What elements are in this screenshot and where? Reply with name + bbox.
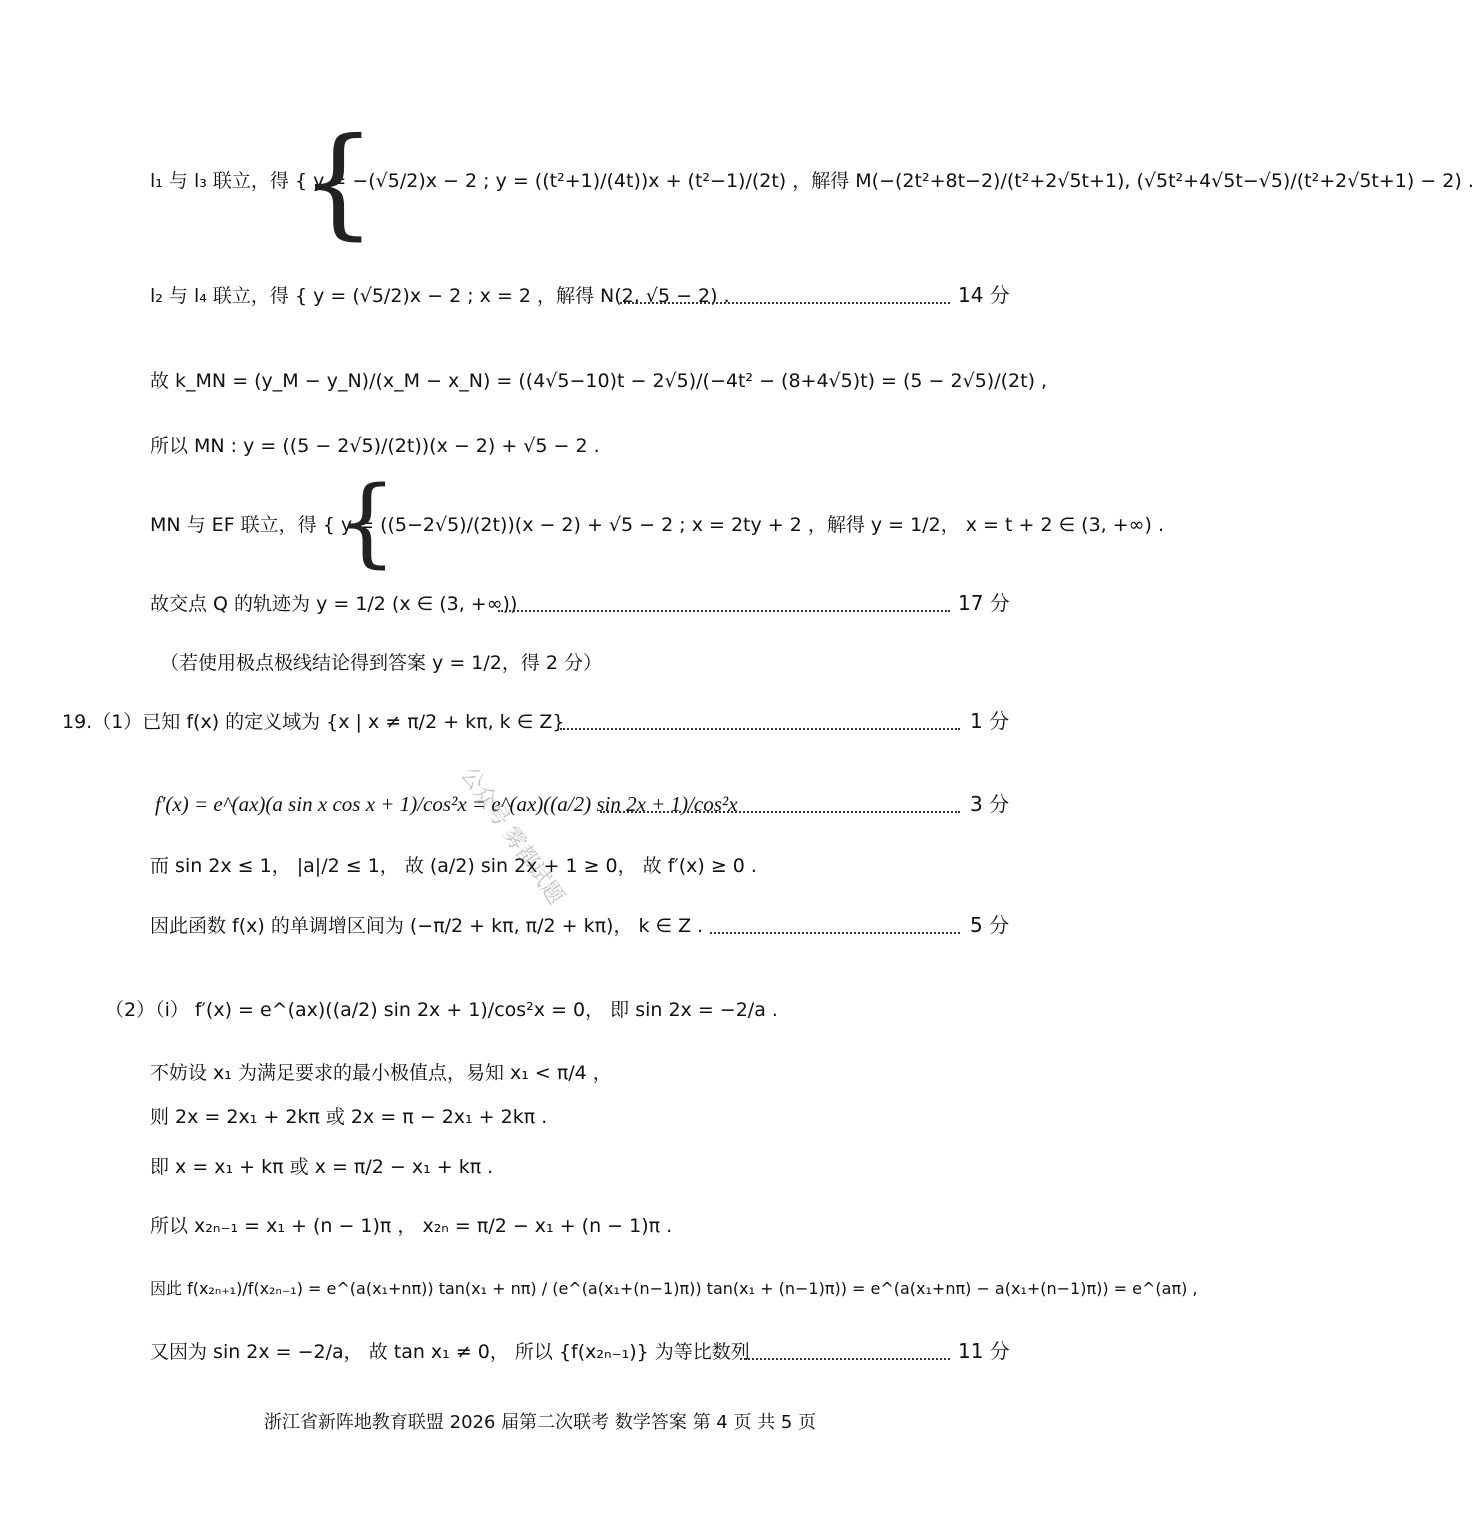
score-leader bbox=[498, 610, 950, 612]
solution-line-geometric bbox=[150, 1339, 750, 1364]
solution-line-increasing bbox=[150, 913, 703, 938]
score-leader bbox=[560, 728, 960, 730]
line-text: 故交点 Q 的轨迹为 y = 1/2 (x ∈ (3, +∞)) bbox=[150, 593, 518, 615]
line-text: 故 k_MN = (y_M − y_N)/(x_M − x_N) = ((4√5−10)t − 2√5)/(−4t² − (8+4√5)t) = (5 − 2√5)/(2t) , bbox=[150, 370, 1048, 392]
score-14: 14 分 bbox=[958, 283, 1010, 307]
score-leader bbox=[740, 1358, 950, 1360]
solution-line-min-extreme bbox=[150, 1060, 612, 1085]
line-text: （若使用极点极线结论得到答案 y = 1/2，得 2 分） bbox=[160, 652, 603, 674]
score-11: 11 分 bbox=[958, 1339, 1010, 1363]
line-text: 则 2x = 2x₁ + 2kπ 或 2x = π − 2x₁ + 2kπ . bbox=[150, 1106, 548, 1128]
solution-line-sequence bbox=[150, 1213, 672, 1238]
system-brace: { bbox=[300, 113, 377, 252]
line-text: 又因为 sin 2x = −2/a， 故 tan x₁ ≠ 0， 所以 {f(x₂ₙ₋₁)} 为等比数列 bbox=[150, 1341, 750, 1363]
solution-line-mn bbox=[150, 433, 600, 458]
solution-line-mn-ef bbox=[150, 512, 1164, 537]
page-footer: 浙江省新阵地教育联盟 2026 届第二次联考 数学答案 第 4 页 共 5 页 bbox=[263, 1412, 817, 1433]
solution-line-kmn bbox=[150, 368, 1047, 393]
solution-line-locus bbox=[150, 591, 517, 616]
solution-line-l2-l4 bbox=[150, 283, 730, 308]
solution-line-sign bbox=[150, 853, 757, 878]
solution-line-x bbox=[150, 1154, 493, 1179]
problem-19-part-2 bbox=[105, 997, 778, 1022]
system-brace: { bbox=[336, 466, 398, 578]
line-text: 因此函数 f(x) 的单调增区间为 (−π/2 + kπ, π/2 + kπ)， k ∈ Z . bbox=[150, 915, 704, 937]
line-text: 因此 f(x₂ₙ₊₁)/f(x₂ₙ₋₁) = e^(a(x₁+nπ)) tan(x₁ + nπ) / (e^(a(x₁+(n−1)π)) tan(x₁ + (n−1)π)) = e^(a(x₁+nπ) − a(x₁+(n−1)π)) = e^(aπ) , bbox=[150, 1279, 1198, 1298]
score-leader bbox=[620, 302, 950, 304]
score-3: 3 分 bbox=[970, 792, 1010, 816]
score-5: 5 分 bbox=[970, 913, 1010, 937]
solution-note bbox=[160, 650, 602, 675]
line-text: l₂ 与 l₄ 联立，得 { y = (√5/2)x − 2 ; x = 2 ，解得 N(2, √5 − 2) . bbox=[150, 285, 730, 307]
line-text: MN 与 EF 联立，得 { y = ((5−2√5)/(2t))(x − 2) + √5 − 2 ; x = 2ty + 2 ，解得 y = 1/2， x = t + 2 ∈ (3, +∞) . bbox=[150, 514, 1164, 536]
line-text: （2）（i） f′(x) = e^(ax)((a/2) sin 2x + 1)/cos²x = 0， 即 sin 2x = −2/a . bbox=[105, 999, 778, 1021]
line-text: 即 x = x₁ + kπ 或 x = π/2 − x₁ + kπ . bbox=[150, 1156, 494, 1178]
solution-line-ratio bbox=[150, 1275, 1198, 1301]
watermark: 公众号 雾都试题 bbox=[455, 762, 569, 910]
line-text: 而 sin 2x ≤ 1， |a|/2 ≤ 1， 故 (a/2) sin 2x + 1 ≥ 0， 故 f′(x) ≥ 0 . bbox=[150, 855, 757, 877]
line-text: f′(x) = e^(ax)(a sin x cos x + 1)/cos²x = e^(ax)((a/2) sin 2x + 1)/cos²x bbox=[155, 792, 738, 816]
line-text: l₁ 与 l₃ 联立，得 { y = −(√5/2)x − 2 ; y = ((t²+1)/(4t))x + (t²−1)/(2t) ，解得 M(−(2t²+8t−2)/(t²+2√5t+1), (√5t²+4√5t−√5)/(t²+2√5t+1) − 2) . bbox=[150, 170, 1474, 192]
line-text: 不妨设 x₁ 为满足要求的最小极值点，易知 x₁ < π/4 ， bbox=[150, 1062, 612, 1084]
line-text: 所以 MN : y = ((5 − 2√5)/(2t))(x − 2) + √5 − 2 . bbox=[150, 435, 600, 457]
problem-19-part-1 bbox=[62, 709, 564, 734]
solution-line-2x bbox=[150, 1104, 547, 1129]
score-leader bbox=[600, 811, 960, 813]
score-17: 17 分 bbox=[958, 591, 1010, 615]
score-leader bbox=[710, 932, 960, 934]
score-1: 1 分 bbox=[970, 709, 1010, 733]
line-text: 19.（1）已知 f(x) 的定义域为 {x | x ≠ π/2 + kπ, k ∈ Z} bbox=[62, 711, 565, 733]
line-text: 所以 x₂ₙ₋₁ = x₁ + (n − 1)π ， x₂ₙ = π/2 − x₁ + (n − 1)π . bbox=[150, 1215, 673, 1237]
